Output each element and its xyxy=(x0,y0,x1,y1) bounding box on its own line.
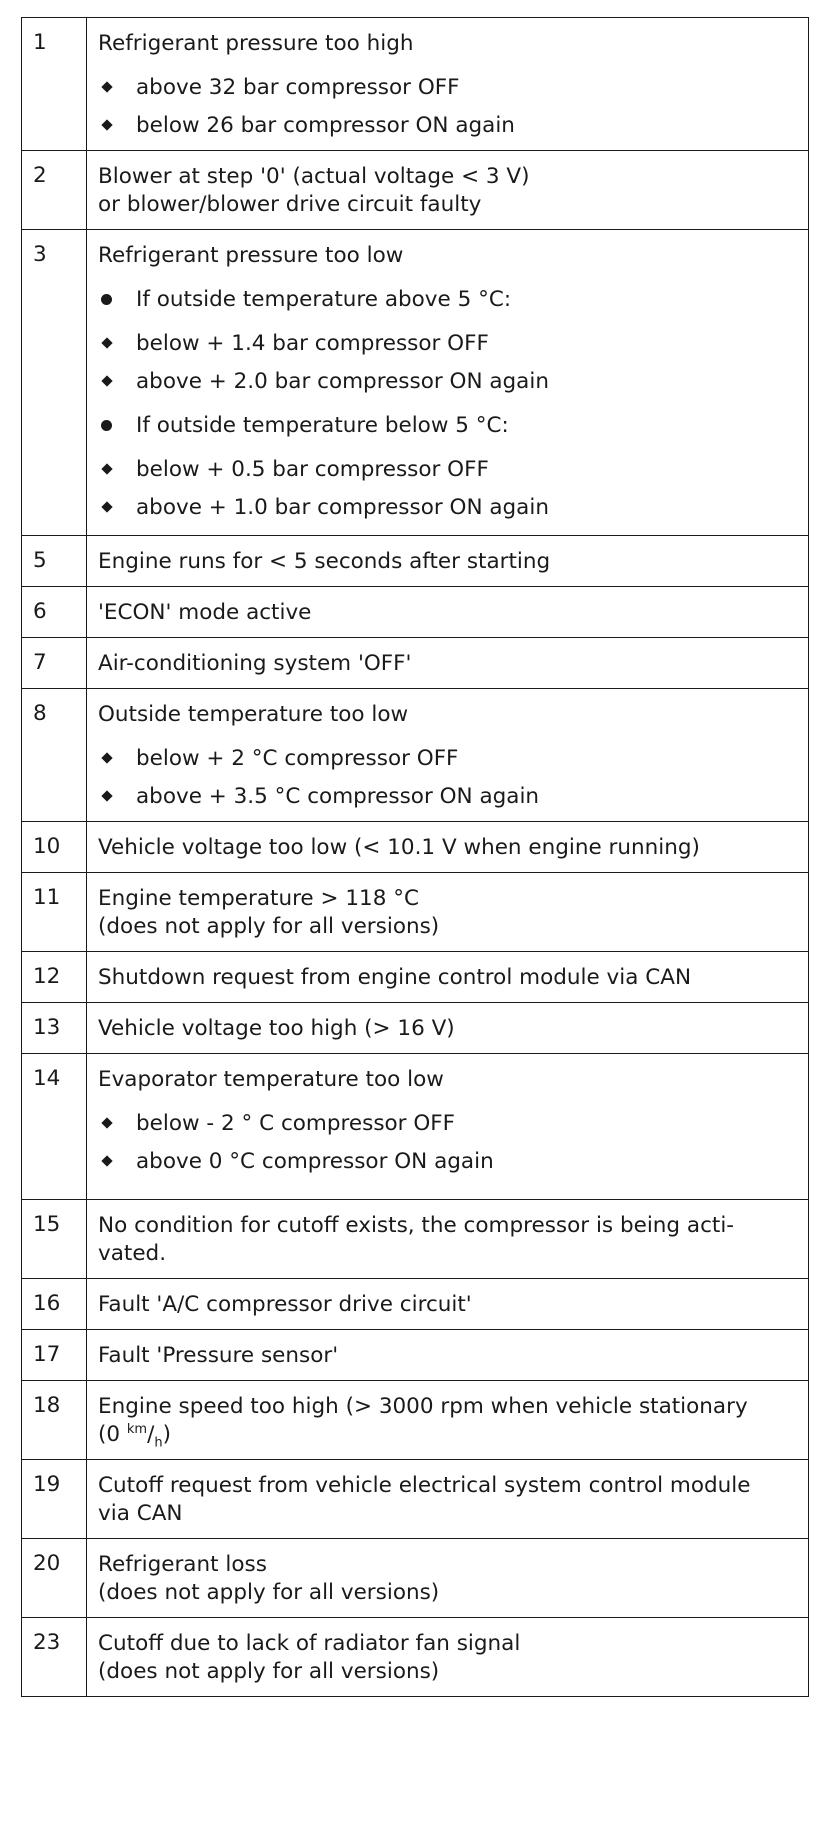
description-line: Engine speed too high (> 3000 rpm when vehicle stationary xyxy=(98,1394,748,1419)
description-line: Air-conditioning system 'OFF' xyxy=(98,651,412,676)
description-line xyxy=(98,1421,798,1449)
code-description xyxy=(87,151,809,230)
item-text: below + 1.4 bar compressor OFF xyxy=(136,331,489,356)
table-row xyxy=(22,18,809,151)
item-text: If outside temperature below 5 °C: xyxy=(136,413,509,438)
code-number: 13 xyxy=(22,1003,87,1054)
threshold-item xyxy=(98,1109,798,1138)
code-description xyxy=(87,689,809,822)
table-row xyxy=(22,822,809,873)
code-number: 14 xyxy=(22,1054,87,1200)
table-row xyxy=(22,1330,809,1381)
table-row xyxy=(22,1200,809,1279)
cutoff-conditions-table xyxy=(21,17,809,1697)
table-row xyxy=(22,587,809,638)
code-description xyxy=(87,1003,809,1054)
table-row xyxy=(22,638,809,689)
code-number: 20 xyxy=(22,1539,87,1618)
table-row xyxy=(22,1054,809,1200)
item-text: above + 3.5 °C compressor ON again xyxy=(136,784,540,809)
description-line: Fault 'Pressure sensor' xyxy=(98,1343,339,1368)
code-description xyxy=(87,638,809,689)
unit-slash: / xyxy=(147,1422,155,1447)
item-text: above + 1.0 bar compressor ON again xyxy=(136,495,549,520)
item-text: above 0 °C compressor ON again xyxy=(136,1149,494,1174)
bullet-dot-icon xyxy=(98,285,136,314)
item-text: below - 2 ° C compressor OFF xyxy=(136,1111,456,1136)
table-row xyxy=(22,536,809,587)
code-description xyxy=(87,1200,809,1279)
table-row xyxy=(22,1460,809,1539)
threshold-item xyxy=(98,329,798,358)
code-description xyxy=(87,1330,809,1381)
code-number: 1 xyxy=(22,18,87,151)
code-number: 6 xyxy=(22,587,87,638)
code-number: 18 xyxy=(22,1381,87,1460)
table-row xyxy=(22,151,809,230)
code-number: 10 xyxy=(22,822,87,873)
condition-bullet xyxy=(98,285,798,314)
code-number: 17 xyxy=(22,1330,87,1381)
code-description xyxy=(87,587,809,638)
code-number: 23 xyxy=(22,1618,87,1697)
description-line: (does not apply for all versions) xyxy=(98,1659,440,1684)
item-text: below 26 bar compressor ON again xyxy=(136,113,515,138)
code-number: 15 xyxy=(22,1200,87,1279)
description-line: Engine runs for < 5 seconds after starting xyxy=(98,549,551,574)
description-line: Cutoff due to lack of radiator fan signal xyxy=(98,1631,521,1656)
unit-km: km xyxy=(126,1421,148,1437)
description-title: Outside temperature too low xyxy=(98,702,409,727)
threshold-item xyxy=(98,111,798,140)
description-line: No condition for cutoff exists, the compressor is being acti- xyxy=(98,1213,735,1238)
code-number: 8 xyxy=(22,689,87,822)
code-description xyxy=(87,230,809,536)
bullet-diamond-icon xyxy=(98,111,136,140)
description-line: Engine temperature > 118 °C xyxy=(98,886,419,911)
bullet-diamond-icon xyxy=(98,744,136,773)
table-row xyxy=(22,1003,809,1054)
bullet-diamond-icon xyxy=(98,782,136,811)
description-line: Shutdown request from engine control module via CAN xyxy=(98,965,692,990)
code-description xyxy=(87,873,809,952)
table-row xyxy=(22,1618,809,1697)
item-text: above 32 bar compressor OFF xyxy=(136,75,460,100)
code-description xyxy=(87,536,809,587)
description-line: or blower/blower drive circuit faulty xyxy=(98,192,482,217)
item-text: below + 0.5 bar compressor OFF xyxy=(136,457,489,482)
bullet-diamond-icon xyxy=(98,329,136,358)
description-line: Refrigerant loss xyxy=(98,1552,267,1577)
description-line: Vehicle voltage too high (> 16 V) xyxy=(98,1016,455,1041)
description-line: 'ECON' mode active xyxy=(98,600,312,625)
table-row xyxy=(22,952,809,1003)
item-text: below + 2 °C compressor OFF xyxy=(136,746,459,771)
code-number: 2 xyxy=(22,151,87,230)
bullet-diamond-icon xyxy=(98,493,136,522)
bullet-diamond-icon xyxy=(98,73,136,102)
code-number: 3 xyxy=(22,230,87,536)
unit-h: h xyxy=(154,1435,163,1451)
threshold-item xyxy=(98,455,798,484)
code-number: 5 xyxy=(22,536,87,587)
description-line: Fault 'A/C compressor drive circuit' xyxy=(98,1292,472,1317)
table-row xyxy=(22,1279,809,1330)
code-description xyxy=(87,1054,809,1200)
item-text: If outside temperature above 5 °C: xyxy=(136,287,512,312)
code-description xyxy=(87,1618,809,1697)
description-line: Vehicle voltage too low (< 10.1 V when engine running) xyxy=(98,835,700,860)
description-line: (does not apply for all versions) xyxy=(98,1580,440,1605)
table-row xyxy=(22,1381,809,1460)
code-number: 19 xyxy=(22,1460,87,1539)
code-number: 7 xyxy=(22,638,87,689)
table-row xyxy=(22,873,809,952)
bullet-diamond-icon xyxy=(98,1109,136,1138)
description-line: via CAN xyxy=(98,1501,183,1526)
table-row xyxy=(22,230,809,536)
description-title: Refrigerant pressure too high xyxy=(98,31,414,56)
speed-prefix: (0 xyxy=(98,1422,127,1447)
code-description xyxy=(87,1381,809,1460)
bullet-dot-icon xyxy=(98,411,136,440)
description-line: (does not apply for all versions) xyxy=(98,914,440,939)
description-line: vated. xyxy=(98,1241,167,1266)
bullet-diamond-icon xyxy=(98,455,136,484)
threshold-item xyxy=(98,1147,798,1176)
condition-bullet xyxy=(98,411,798,440)
speed-suffix: ) xyxy=(162,1422,171,1447)
table-row xyxy=(22,689,809,822)
threshold-item xyxy=(98,73,798,102)
item-text: above + 2.0 bar compressor ON again xyxy=(136,369,549,394)
code-description xyxy=(87,952,809,1003)
code-description xyxy=(87,822,809,873)
table-body xyxy=(22,18,809,1697)
threshold-item xyxy=(98,367,798,396)
threshold-item xyxy=(98,782,798,811)
description-title: Evaporator temperature too low xyxy=(98,1067,444,1092)
description-title: Refrigerant pressure too low xyxy=(98,243,404,268)
description-line: Cutoff request from vehicle electrical system control module xyxy=(98,1473,751,1498)
table-row xyxy=(22,1539,809,1618)
code-description xyxy=(87,1539,809,1618)
threshold-item xyxy=(98,493,798,522)
code-description xyxy=(87,18,809,151)
code-description xyxy=(87,1460,809,1539)
bullet-diamond-icon xyxy=(98,1147,136,1176)
threshold-item xyxy=(98,744,798,773)
code-number: 16 xyxy=(22,1279,87,1330)
description-line: Blower at step '0' (actual voltage < 3 V) xyxy=(98,164,530,189)
bullet-diamond-icon xyxy=(98,367,136,396)
code-description xyxy=(87,1279,809,1330)
code-number: 11 xyxy=(22,873,87,952)
code-number: 12 xyxy=(22,952,87,1003)
